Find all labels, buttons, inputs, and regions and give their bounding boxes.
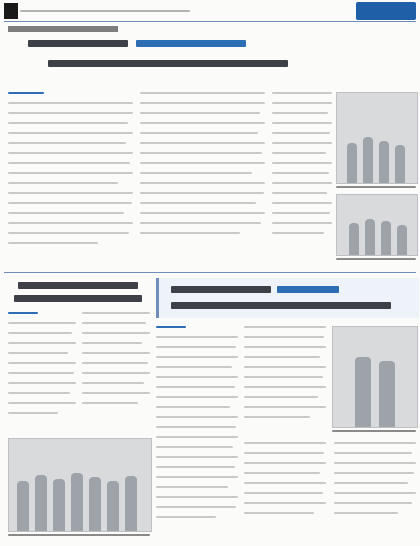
article-column bbox=[156, 326, 238, 530]
article-column bbox=[8, 312, 76, 432]
page-header bbox=[20, 8, 320, 16]
article-column bbox=[244, 326, 326, 436]
photo bbox=[336, 92, 418, 184]
section-divider bbox=[4, 272, 416, 273]
main-headline bbox=[8, 36, 408, 86]
publication-logo bbox=[356, 2, 416, 20]
article-column bbox=[8, 92, 133, 268]
sub-article-headline bbox=[8, 278, 148, 306]
coach-headline bbox=[156, 278, 419, 318]
article-column bbox=[82, 312, 150, 432]
article-column bbox=[272, 92, 332, 262]
photo bbox=[332, 326, 418, 428]
photo-caption bbox=[336, 186, 416, 188]
page-number bbox=[4, 3, 18, 19]
photo-caption bbox=[336, 258, 416, 260]
section-tag bbox=[8, 26, 118, 32]
photo bbox=[336, 194, 418, 256]
article-column bbox=[140, 92, 265, 268]
article-column bbox=[244, 442, 416, 530]
photo-caption bbox=[8, 534, 150, 536]
header-rule bbox=[4, 21, 416, 22]
photo-caption bbox=[332, 430, 416, 432]
photo bbox=[8, 438, 152, 532]
